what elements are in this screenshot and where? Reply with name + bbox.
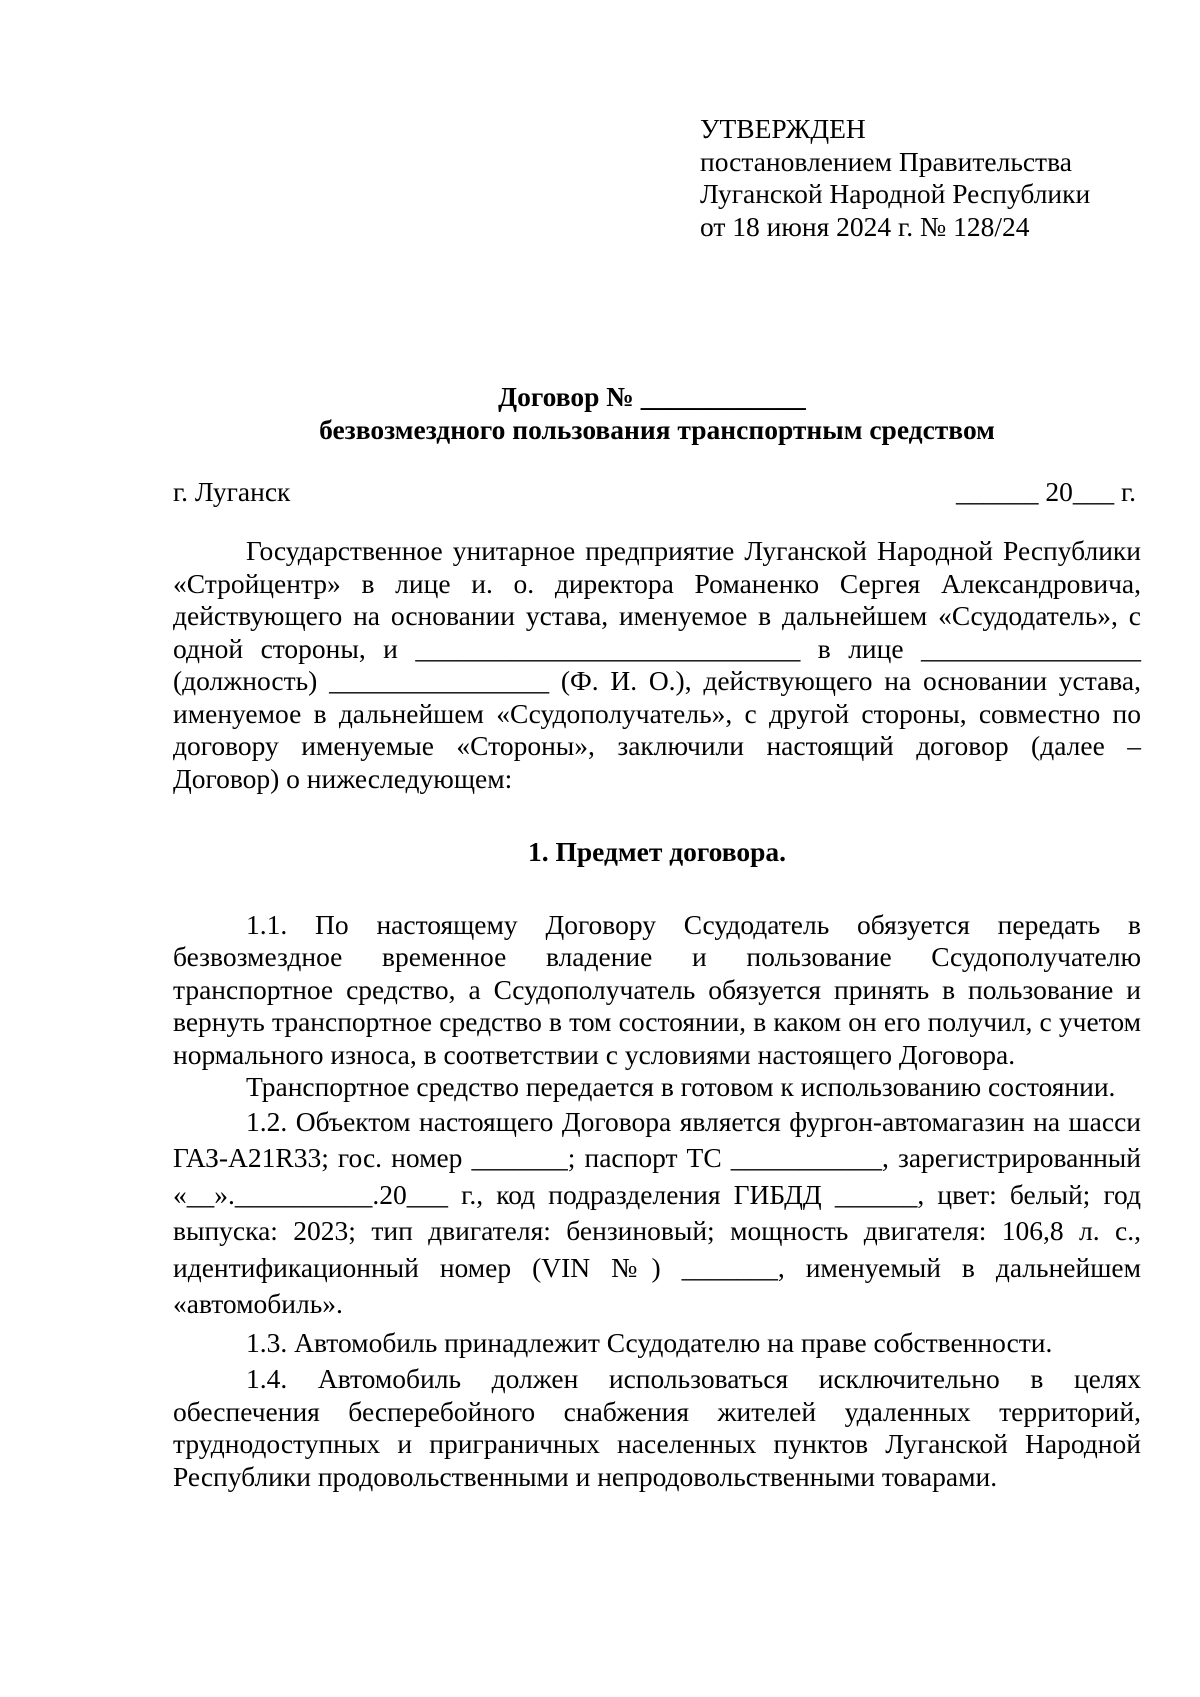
approval-line: постановлением Правительства — [700, 145, 1072, 177]
approval-title: УТВЕРЖДЕН — [700, 113, 866, 144]
document-title — [173, 380, 1141, 446]
contract-body — [173, 535, 1141, 1493]
clause-1-2: 1.2. Объектом настоящего Договора является фургон-автомагазин на шасси ГАЗ-А21R33; гос. номер _______; паспорт ТС ___________, зарегистрированный «__».__________.20___ г., код подразделения ГИБДД ______, цвет: белый; год выпуска: 2023; тип двигателя: бензиновый; мощность двигателя: 106,8 л. с., идентификационный номер (VIN №) _______, именуемый в дальнейшем «автомобиль». — [173, 1105, 1141, 1319]
contract-date: ______ 20___ г. — [955, 476, 1136, 507]
clause-1-1-note: Транспортное средство передается в готовом к использованию состоянии. — [246, 1071, 1116, 1102]
intro-paragraph: Государственное унитарное предприятие Луганской Народной Республики «Стройцентр» в лице и. о. директора Романенко Сергея Александровича, действующего на основании устава, именуемое в дальнейшем «Ссудодатель», с одной стороны, и ____________________________ в лице ________________ (должность) ________________ (Ф. И. О.), действующего на основании устава, именуемое в дальнейшем «Ссудополучатель», с другой стороны, совместно по договору именуемые «Стороны», заключили настоящий договор (далее – Договор) о нижеследующем: — [173, 535, 1141, 794]
clause-1-4: 1.4. Автомобиль должен использоваться исключительно в целях обеспечения бесперебойного снабжения жителей удаленных территорий, труднодоступных и приграничных населенных пунктов Луганской Народной Республики продовольственными и непродовольственными товарами. — [173, 1363, 1141, 1492]
approval-stamp — [700, 113, 1160, 243]
section-heading: 1. Предмет договора. — [527, 836, 787, 867]
contract-subject-title: безвозмездного пользования транспортным средством — [319, 414, 995, 445]
city: г. Луганск — [173, 476, 291, 507]
approval-line: Луганской Народной Республики — [700, 178, 1091, 209]
clause-1-1: 1.1. По настоящему Договору Ссудодатель обязуется передать в безвозмездное временное владение и пользование Ссудополучателю транспортное средство, а Ссудополучатель обязуется принять в пользование и вернуть транспортное средство в том состоянии, в каком он его получил, с учетом нормального износа, в соответствии с условиями настоящего Договора. — [173, 908, 1141, 1070]
place-date-row — [173, 476, 1141, 510]
approval-date: от 18 июня 2024 г. № 128/24 — [700, 210, 1030, 242]
contract-number-title: Договор № ____________ — [498, 381, 806, 412]
clause-1-3: 1.3. Автомобиль принадлежит Ссудодателю на праве собственности. — [246, 1326, 1053, 1358]
